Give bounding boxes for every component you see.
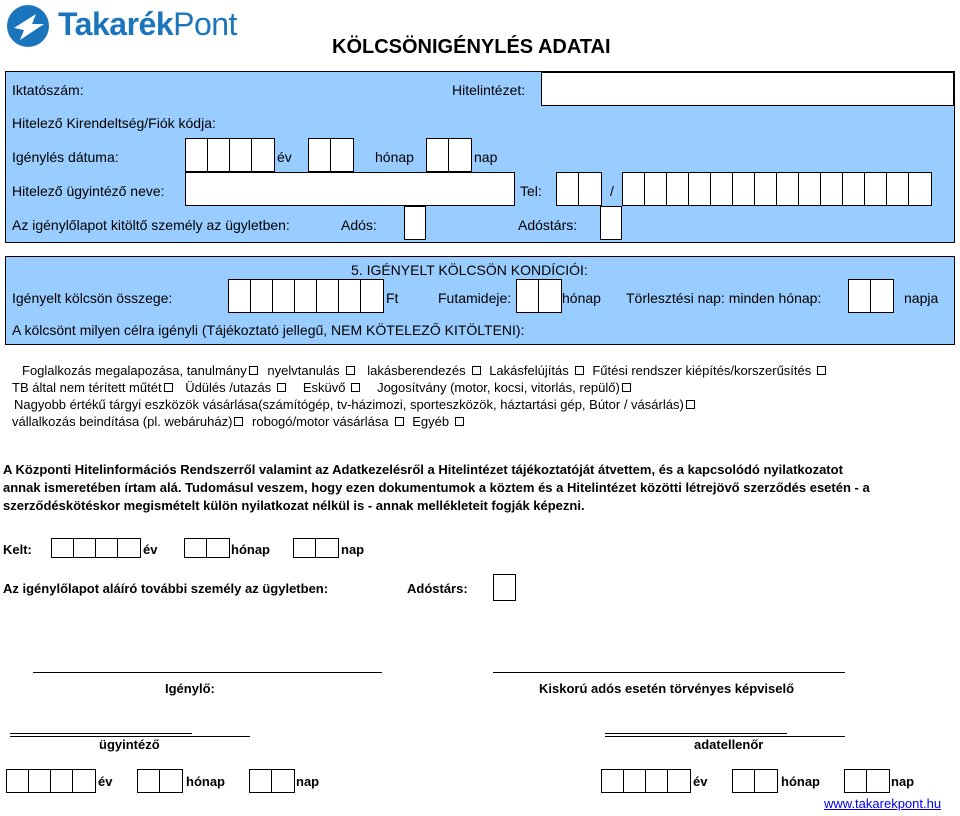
ugyintezo-honap-label: hónap: [186, 774, 225, 789]
igenyles-day-cells[interactable]: [426, 138, 472, 172]
kitolto-label: Az igénylőlapot kitöltő személy az ügyletben:: [12, 217, 290, 233]
adatellenor-day-cells[interactable]: [844, 769, 890, 793]
purpose-foglalkozas: Foglalkozás megalapozása, tanulmány: [22, 363, 247, 378]
celra-label: A kölcsönt milyen célra igényli (Tájékoztató jellegű, NEM KÖTELEZŐ KITÖLTENI):: [12, 322, 525, 338]
purpose-jogositvany: Jogosítvány (motor, kocsi, vitorlás, repülő): [377, 380, 620, 395]
purpose-eskuvo: Esküvő: [302, 380, 346, 395]
logo-text-2: ék: [138, 6, 174, 42]
kelt-ev-label: év: [143, 542, 158, 557]
purpose-mutet: TB által nem térített műtét: [12, 380, 162, 395]
tovabbi-adostars-label: Adóstárs:: [407, 581, 468, 596]
purpose-checkbox[interactable]: [575, 366, 584, 375]
hitelintezet-field[interactable]: [541, 72, 954, 106]
purpose-checkbox[interactable]: [686, 400, 695, 409]
kelt-year-cells[interactable]: [51, 538, 141, 558]
kepviselo-signature-line: [493, 672, 845, 673]
purpose-futes: Fűtési rendszer kiépítés/korszerűsítés: [592, 363, 812, 378]
purpose-robogo: robogó/motor vásárlása: [252, 414, 389, 429]
ados-checkbox[interactable]: [404, 206, 426, 240]
torlesztes-cells[interactable]: [848, 279, 894, 313]
tovabbi-adostars-checkbox[interactable]: [493, 574, 516, 601]
page-title: KÖLCSÖNIGÉNYLÉS ADATAI: [332, 36, 611, 58]
torlesztes-label: Törlesztési nap: minden hónap:: [626, 290, 822, 306]
purpose-egyeb: Egyéb: [412, 414, 450, 429]
header-info-panel: [5, 71, 955, 243]
logo-text-3: Pont: [173, 6, 237, 42]
purpose-lakasberendezes: lakásberendezés: [367, 363, 466, 378]
ugyintezo-label: ügyintéző: [99, 737, 160, 752]
purpose-nagyobb: Nagyobb értékű tárgyi eszközök vásárlása(számítógép, tv-házimozi, sporteszközök, háztartási gép, Bútor / vásárlás): [14, 397, 684, 412]
adatellenor-signature-line: [605, 733, 787, 734]
igenyles-datuma-label: Igénylés dátuma:: [12, 149, 119, 165]
purpose-checkbox[interactable]: [622, 383, 631, 392]
purpose-line-2: [10, 379, 955, 396]
kepviselo-label: Kiskorú adós esetén törvényes képviselő: [539, 681, 795, 696]
osszeg-label: Igényelt kölcsön összege:: [12, 290, 173, 306]
purpose-line-1: [10, 362, 955, 379]
tel-area-cells[interactable]: [556, 172, 602, 206]
logo-text-1: Takar: [58, 6, 139, 42]
igenyles-honap-label: hónap: [375, 149, 414, 165]
futamido-label: Futamideje:: [438, 290, 512, 306]
purpose-checkbox[interactable]: [346, 366, 355, 375]
ugyintezo-neve-field[interactable]: [185, 172, 515, 206]
purpose-checkbox[interactable]: [351, 383, 360, 392]
purpose-lakasfelujitas: Lakásfelújítás: [489, 363, 569, 378]
purpose-checkbox[interactable]: [395, 417, 404, 426]
tel-number-cells[interactable]: [622, 172, 932, 206]
kelt-month-cells[interactable]: [184, 538, 230, 558]
adatellenor-month-cells[interactable]: [732, 769, 778, 793]
adostars-label: Adóstárs:: [518, 217, 578, 233]
ugyintezo-signature-line: [10, 733, 192, 734]
igenyles-nap-label: nap: [474, 149, 498, 165]
adatellenor-year-cells[interactable]: [601, 769, 691, 793]
napja-label: napja: [904, 290, 939, 306]
futamido-honap-label: hónap: [562, 290, 601, 306]
tel-label: Tel:: [520, 183, 542, 199]
statement-line-1: A Központi Hitelinformációs Rendszerről valamint az Adatkezelésről a Hitelintézet tájékoztatóját átvettem, és a kapcsolódó nyilatkozatot: [3, 462, 843, 477]
purpose-line-4: [10, 413, 955, 430]
igenyles-ev-label: év: [277, 149, 292, 165]
kelt-day-cells[interactable]: [293, 538, 339, 558]
statement: [3, 461, 870, 515]
purpose-checkbox[interactable]: [277, 383, 286, 392]
adatellenor-ev-label: év: [693, 774, 708, 789]
purpose-checkbox[interactable]: [455, 417, 464, 426]
kelt-nap-label: nap: [341, 542, 365, 557]
futamido-cells[interactable]: [516, 279, 562, 313]
logo-mark-icon: [6, 4, 52, 48]
section5-heading: 5. IGÉNYELT KÖLCSÖN KONDÍCIÓI:: [351, 262, 588, 278]
ugyintezo-month-cells[interactable]: [137, 769, 183, 793]
ft-label: Ft: [386, 290, 399, 306]
ugyintezo-year-cells[interactable]: [6, 769, 96, 793]
ugyintezo-nap-label: nap: [296, 774, 320, 789]
ugyintezo-neve-label: Hitelező ügyintéző neve:: [12, 183, 165, 199]
purpose-checkbox[interactable]: [817, 366, 826, 375]
adatellenor-label: adatellenőr: [694, 737, 764, 752]
logo: [6, 4, 256, 48]
statement-line-3: szerződéskötéskor megismételt külön nyilatkozat nélkül is - annak mellékleteit fogják képezni.: [3, 498, 585, 513]
tovabbi-label: Az igénylőlapot aláíró további személy az ügyletben:: [3, 581, 329, 596]
purpose-list: [10, 362, 955, 430]
purpose-vallalkozas: vállalkozás beindítása (pl. webáruház): [12, 414, 233, 429]
hitelintezet-label: Hitelintézet:: [452, 82, 526, 98]
igenyles-month-cells[interactable]: [308, 138, 354, 172]
kelt-honap-label: hónap: [231, 542, 270, 557]
purpose-udules: Üdülés /utazás: [185, 380, 272, 395]
purpose-checkbox[interactable]: [472, 366, 481, 375]
tel-slash: /: [610, 183, 614, 199]
section5-panel: [5, 256, 955, 345]
adatellenor-nap-label: nap: [891, 774, 915, 789]
statement-line-2: annak ismeretében írtam alá. Tudomásul veszem, hogy ezen dokumentumok a köztem és a Hitelintézet közötti létrejövő szerződés esetén - a: [3, 480, 870, 495]
purpose-line-3: [10, 396, 955, 413]
igenylo-signature-line: [33, 672, 382, 673]
ados-label: Adós:: [341, 217, 377, 233]
igenyles-year-cells[interactable]: [185, 138, 275, 172]
adatellenor-honap-label: hónap: [781, 774, 820, 789]
kelt-label: Kelt:: [3, 542, 32, 557]
kirendeltseg-label: Hitelező Kirendeltség/Fiók kódja:: [12, 115, 216, 131]
osszeg-cells[interactable]: [228, 279, 384, 313]
ugyintezo-ev-label: év: [98, 774, 113, 789]
adostars-checkbox[interactable]: [600, 206, 622, 240]
purpose-checkbox[interactable]: [164, 383, 173, 392]
iktatoszam-label: Iktatószám:: [12, 82, 84, 98]
igenylo-label: Igénylő:: [165, 681, 215, 696]
purpose-nyelv: nyelvtanulás: [267, 363, 340, 378]
purpose-checkbox[interactable]: [234, 417, 243, 426]
purpose-checkbox[interactable]: [249, 366, 258, 375]
website-link[interactable]: www.takarekpont.hu: [824, 796, 942, 811]
ugyintezo-day-cells[interactable]: [249, 769, 295, 793]
